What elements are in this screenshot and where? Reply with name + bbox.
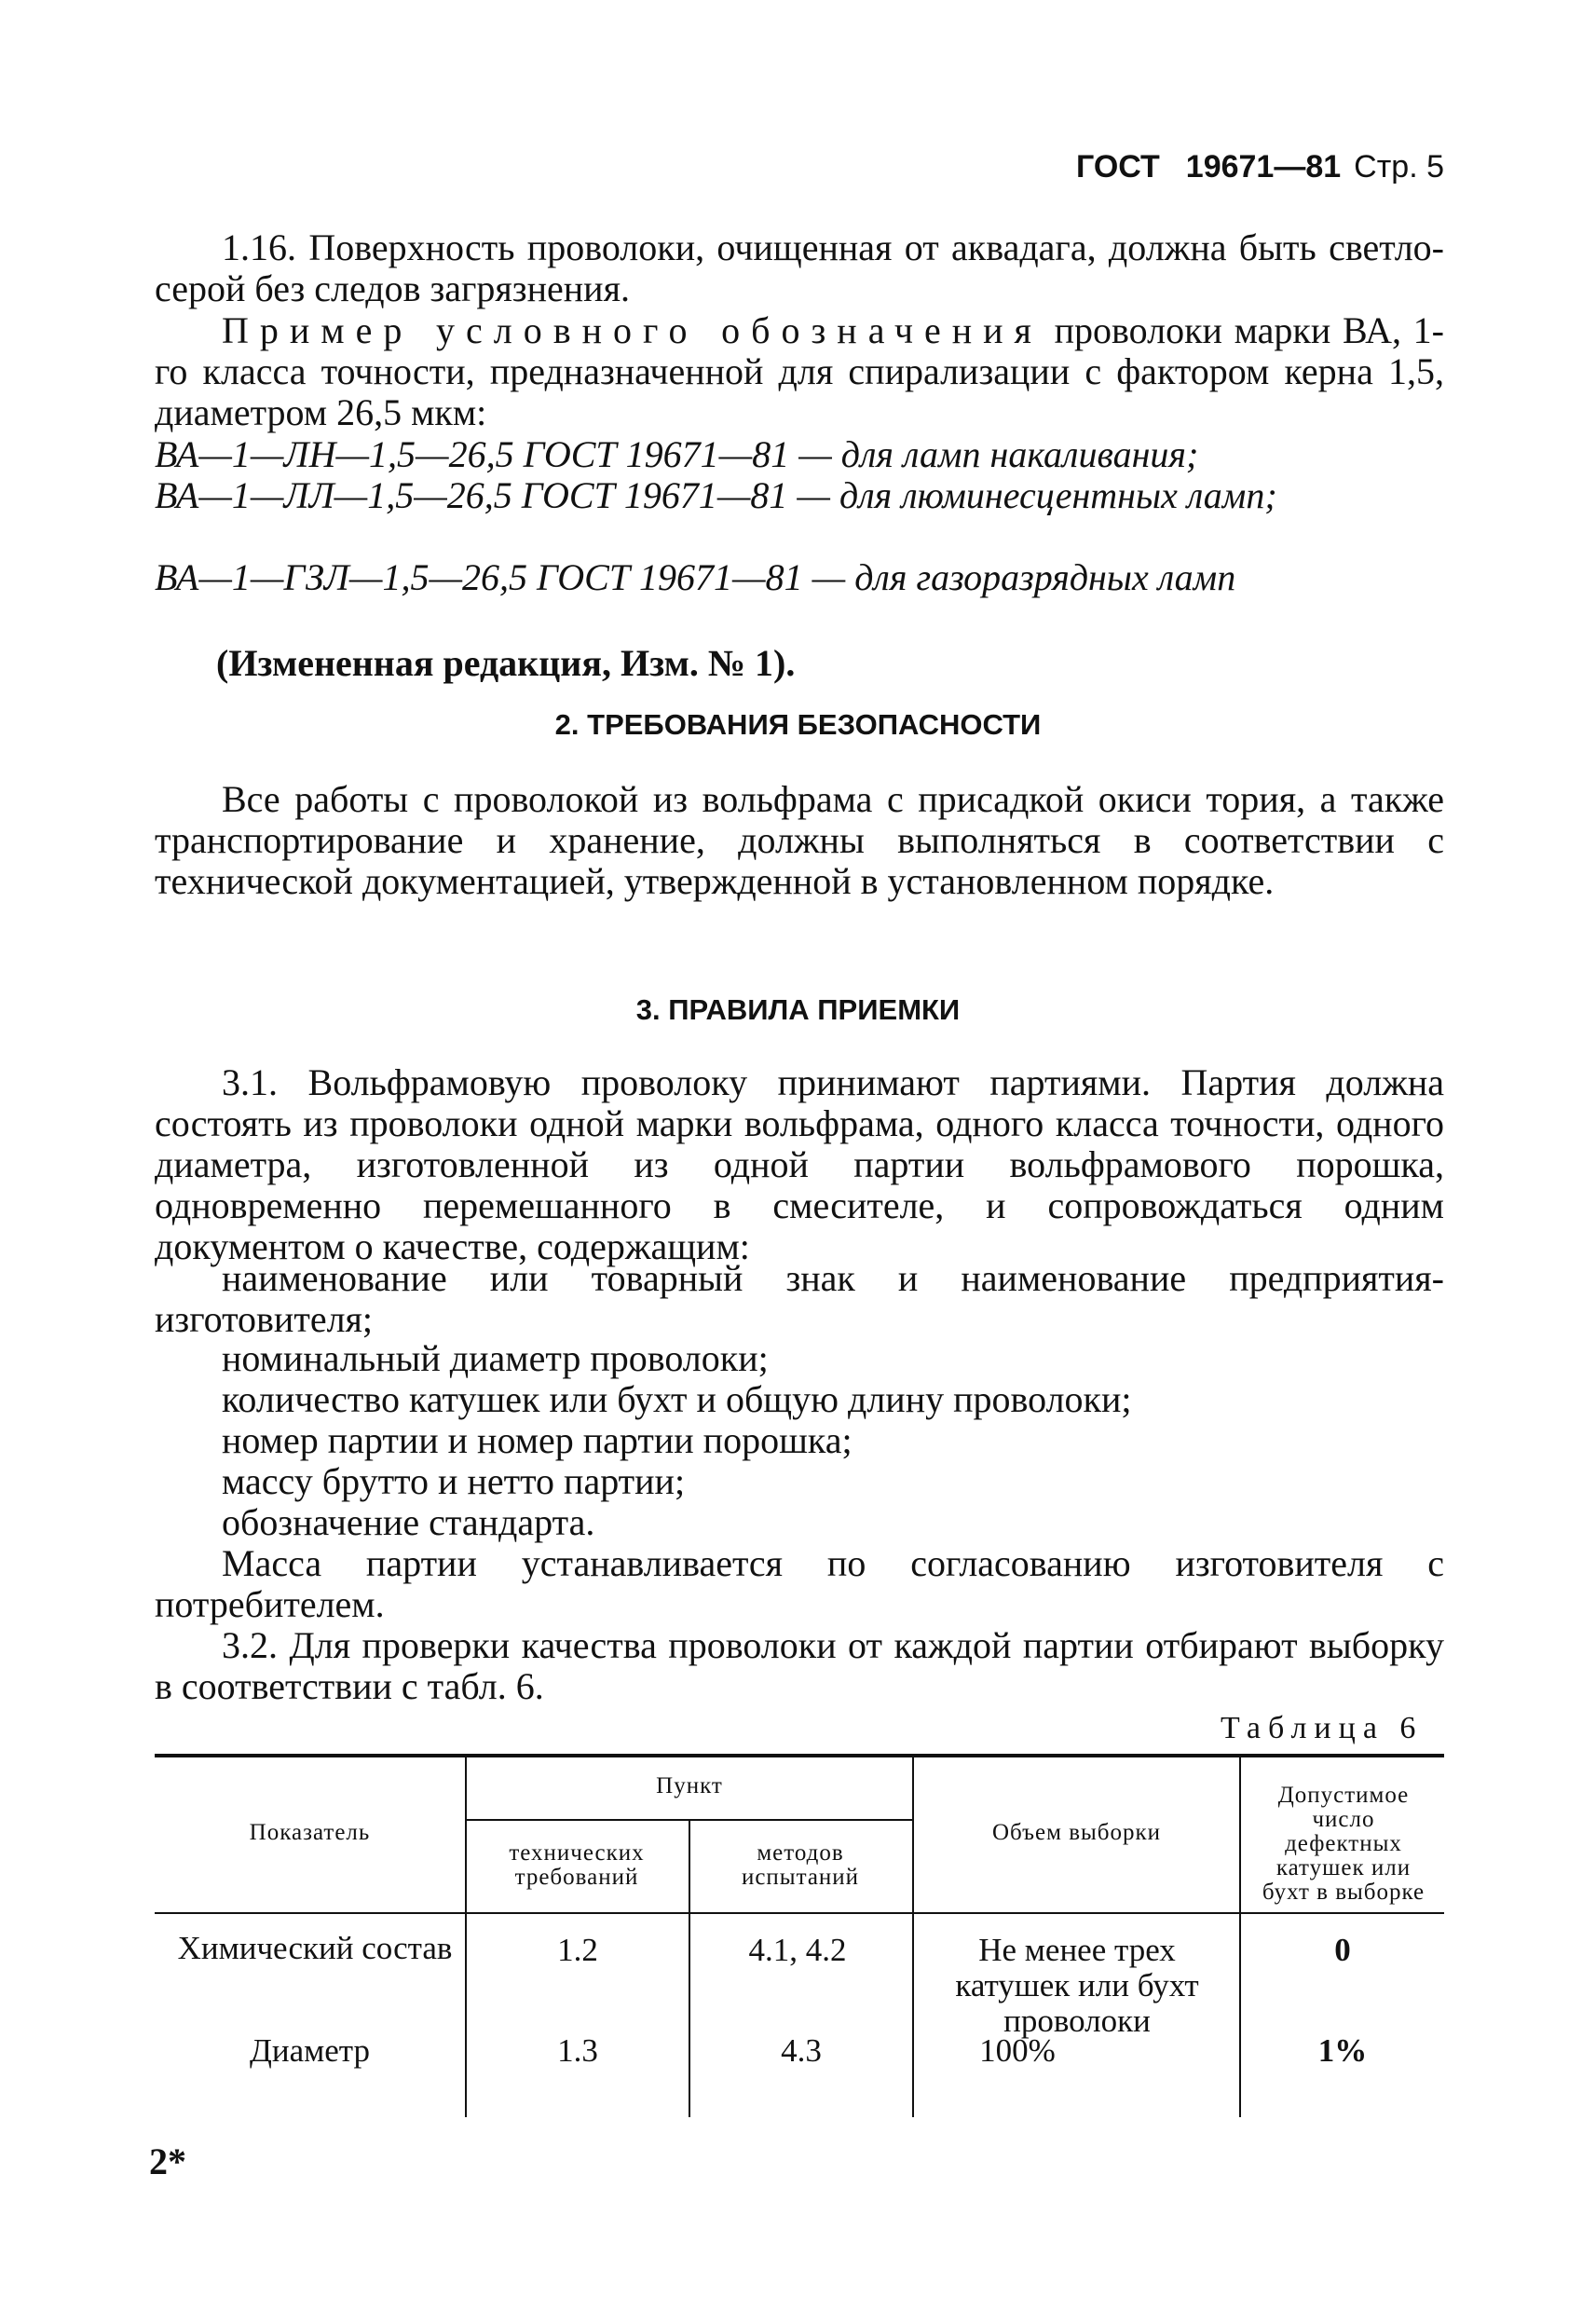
header-indicator: Показатель — [249, 1820, 371, 1845]
list-item-6: обозначение стандарта. — [222, 1501, 595, 1543]
paragraph-3-1: 3.1. Вольфрамовую проволоку принимают партиями. Партия должна состоять из проволоки одной марки вольфрама, одного класса точности, одного диаметра, изготовленной из одной партии вольфрамового порошка, одновременно перемешанного в смесителе, и сопровождаться одним документом о качестве, содержащим: — [155, 1061, 1444, 1267]
row-1-methods: 4.1, 4.2 — [748, 1932, 847, 1968]
paragraph-1-16: 1.16. Поверхность проволоки, очищенная от аквадага, должна быть светло-серой без следов загрязнения. — [155, 226, 1444, 309]
row-2-indicator: Диаметр — [249, 2032, 371, 2069]
page-header — [0, 149, 1444, 185]
row-1-indicator: Химический состав — [177, 1930, 453, 1966]
standard-label: ГОСТ — [1076, 149, 1160, 185]
table-divider — [912, 1757, 914, 2117]
list-item-2: номинальный диаметр проволоки; — [222, 1337, 769, 1379]
example-lead: Пример условного обозначения — [222, 309, 1043, 351]
row-2-volume: 100% — [979, 2032, 1056, 2069]
example-line-3: ВА—1—ГЗЛ—1,5—26,5 ГОСТ 19671—81 — для газоразрядных ламп — [155, 556, 1236, 598]
row-1-allowed: 0 — [1334, 1932, 1351, 1968]
table-top-rule — [155, 1754, 1444, 1757]
header-volume: Объем выборки — [991, 1820, 1162, 1845]
row-2-methods: 4.3 — [781, 2032, 822, 2069]
table-6 — [155, 1754, 1444, 2117]
table-divider — [689, 1821, 690, 2117]
list-item-4: номер партии и номер партии порошка; — [222, 1419, 853, 1461]
table-header-rule — [155, 1912, 1444, 1914]
page-number: Стр. 5 — [1354, 149, 1444, 185]
row-1-tech: 1.2 — [557, 1932, 598, 1968]
paragraph-3-2: 3.2. Для проверки качества проволоки от каждой партии отбирают выборку в соответствии с табл. 6. — [155, 1624, 1444, 1707]
example-rest: проволоки марки ВА, 1-го класса точности, предназначенной для спирализации с фактором керна 1,5, диаметром 26,5 мкм: — [155, 309, 1444, 433]
row-1-volume: Не менее трех катушек или бухт проволоки — [955, 1932, 1199, 2039]
list-item-5: массу брутто и нетто партии; — [222, 1460, 686, 1502]
row-2-allowed: 1% — [1317, 2032, 1368, 2069]
amendment-note: (Измененная редакция, Изм. № 1). — [216, 642, 796, 684]
section-2-text: Все работы с проволокой из вольфрама с присадкой окиси тория, а также транспортирование и хранение, должны выполняться в соответствии с технической документацией, утвержденной в установленном порядке. — [155, 778, 1444, 902]
list-item-3: количество катушек или бухт и общую длину проволоки; — [222, 1378, 1132, 1420]
section-3-title: 3. ПРАВИЛА ПРИЕМКИ — [635, 993, 961, 1026]
header-clause: Пункт — [656, 1773, 723, 1798]
row-2-tech: 1.3 — [557, 2032, 598, 2069]
header-tech: технических требований — [509, 1840, 645, 1890]
table-caption: Таблица 6 — [1221, 1711, 1424, 1745]
mass-paragraph: Масса партии устанавливается по согласованию изготовителя с потребителем. — [155, 1542, 1444, 1625]
standard-number: 19671—81 — [1185, 149, 1342, 185]
header-allowed: Допустимое число дефектных катушек или бухт в выборке — [1262, 1783, 1425, 1905]
example-paragraph — [155, 310, 1444, 433]
header-methods: методов испытаний — [741, 1840, 860, 1890]
page-footnote-mark: 2* — [149, 2140, 186, 2182]
example-line-1: ВА—1—ЛН—1,5—26,5 ГОСТ 19671—81 — для ламп накаливания; — [155, 433, 1199, 475]
example-line-2: ВА—1—ЛЛ—1,5—26,5 ГОСТ 19671—81 — для люминесцентных ламп; — [155, 474, 1277, 516]
list-item-1: наименование или товарный знак и наименование предприятия-изготовителя; — [155, 1257, 1444, 1340]
section-2-title: 2. ТРЕБОВАНИЯ БЕЗОПАСНОСТИ — [554, 708, 1042, 741]
